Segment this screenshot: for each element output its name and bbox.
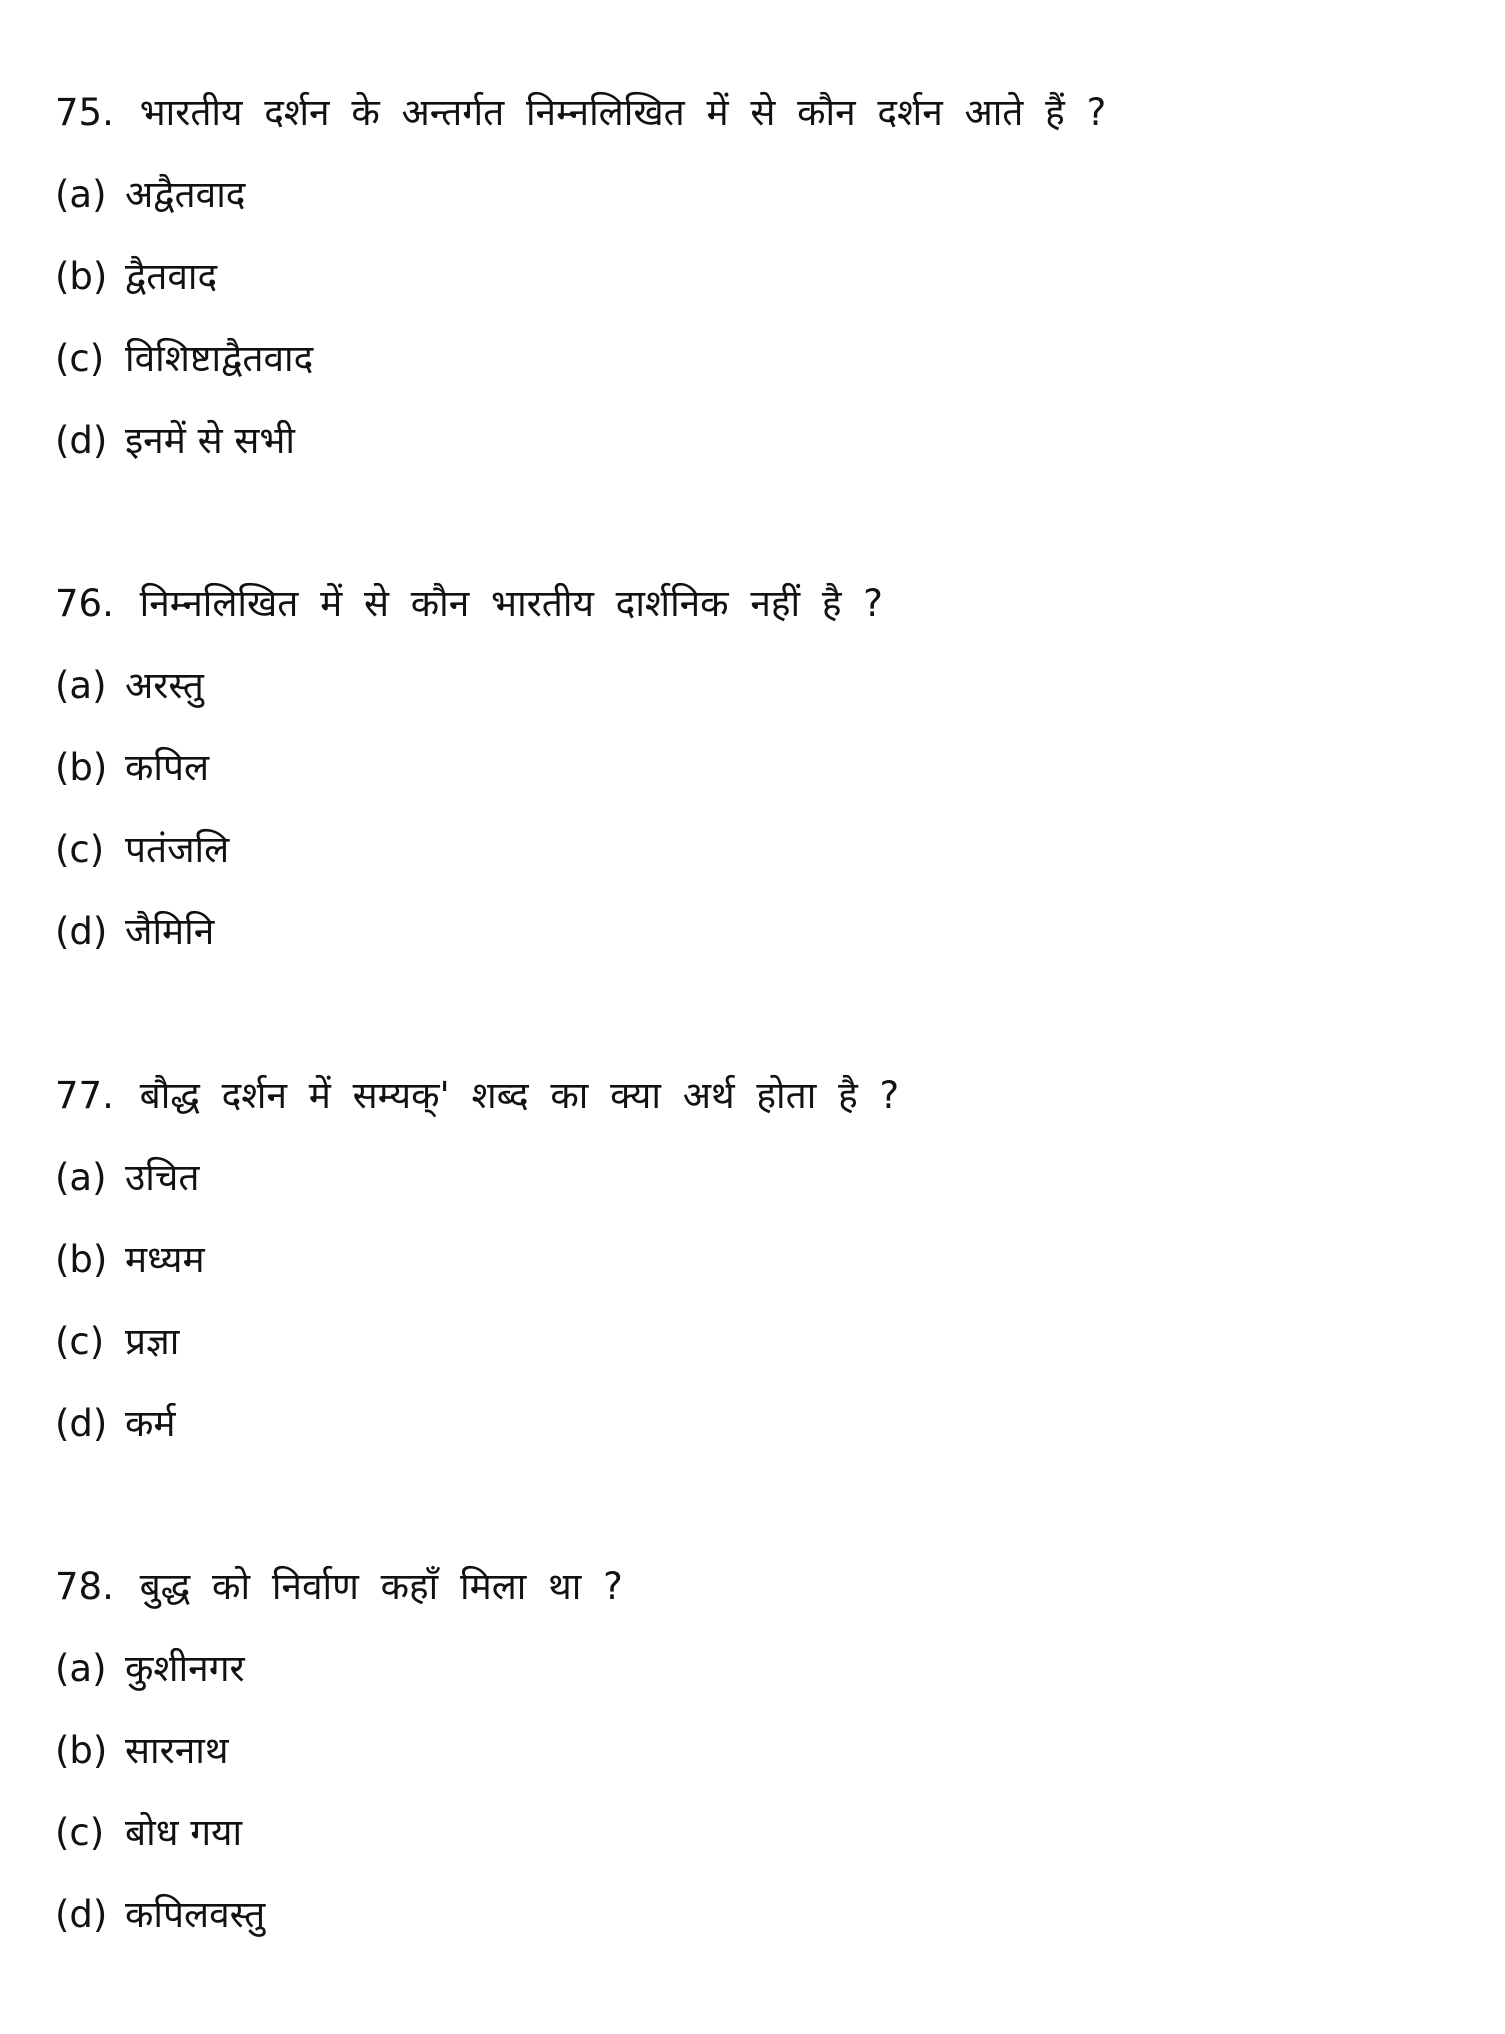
option-d: [55, 1383, 1455, 1465]
question-75: [55, 72, 1455, 482]
question-77: [55, 1055, 1455, 1465]
option-label: (c): [55, 337, 105, 380]
option-text: अरस्तु: [125, 664, 204, 707]
option-text: द्वैतवाद: [125, 255, 218, 298]
option-a: [55, 154, 1455, 236]
question-text: निम्नलिखित में से कौन भारतीय दार्शनिक नहीं है ?: [139, 582, 883, 625]
question-text-line: [55, 72, 1455, 154]
option-text: इनमें से सभी: [125, 419, 295, 462]
option-d: [55, 400, 1455, 482]
question-text: भारतीय दर्शन के अन्तर्गत निम्नलिखित में से कौन दर्शन आते हैं ?: [139, 91, 1107, 134]
question-number: 77.: [55, 1074, 114, 1117]
option-b: [55, 236, 1455, 318]
option-b: [55, 1710, 1455, 1792]
option-label: (b): [55, 1729, 108, 1772]
option-label: (c): [55, 1811, 105, 1854]
option-c: [55, 318, 1455, 400]
option-label: (a): [55, 1647, 107, 1690]
option-text: कपिलवस्तु: [125, 1893, 266, 1936]
option-d: [55, 1874, 1455, 1956]
question-text-line: [55, 563, 1455, 645]
option-label: (d): [55, 910, 108, 953]
option-a: [55, 1137, 1455, 1219]
question-number: 76.: [55, 582, 114, 625]
option-text: मध्यम: [125, 1238, 205, 1281]
option-label: (b): [55, 1238, 108, 1281]
option-c: [55, 809, 1455, 891]
question-text: बुद्ध को निर्वाण कहाँ मिला था ?: [139, 1565, 623, 1608]
question-number: 75.: [55, 91, 114, 134]
option-a: [55, 1628, 1455, 1710]
question-text: बौद्ध दर्शन में सम्यक्' शब्द का क्या अर्थ होता है ?: [139, 1074, 900, 1117]
option-label: (a): [55, 664, 107, 707]
question-text-line: [55, 1546, 1455, 1628]
option-c: [55, 1301, 1455, 1383]
option-b: [55, 1219, 1455, 1301]
option-c: [55, 1792, 1455, 1874]
option-text: कर्म: [125, 1402, 176, 1445]
option-text: प्रज्ञा: [125, 1320, 180, 1363]
option-b: [55, 727, 1455, 809]
option-label: (d): [55, 1893, 108, 1936]
question-text-line: [55, 1055, 1455, 1137]
question-76: [55, 563, 1455, 973]
option-label: (d): [55, 1402, 108, 1445]
question-78: [55, 1546, 1455, 1956]
option-a: [55, 645, 1455, 727]
option-d: [55, 891, 1455, 973]
option-text: बोध गया: [125, 1811, 243, 1854]
option-label: (b): [55, 746, 108, 789]
option-text: कुशीनगर: [125, 1647, 245, 1690]
option-label: (a): [55, 1156, 107, 1199]
option-text: उचित: [125, 1156, 200, 1199]
option-text: सारनाथ: [125, 1729, 229, 1772]
option-text: पतंजलि: [125, 828, 230, 871]
option-text: विशिष्टाद्वैतवाद: [125, 337, 314, 380]
option-label: (a): [55, 173, 107, 216]
option-label: (b): [55, 255, 108, 298]
option-label: (c): [55, 828, 105, 871]
option-label: (c): [55, 1320, 105, 1363]
option-text: जैमिनि: [125, 910, 215, 953]
question-number: 78.: [55, 1565, 114, 1608]
option-text: अद्वैतवाद: [125, 173, 246, 216]
option-label: (d): [55, 419, 108, 462]
option-text: कपिल: [125, 746, 210, 789]
